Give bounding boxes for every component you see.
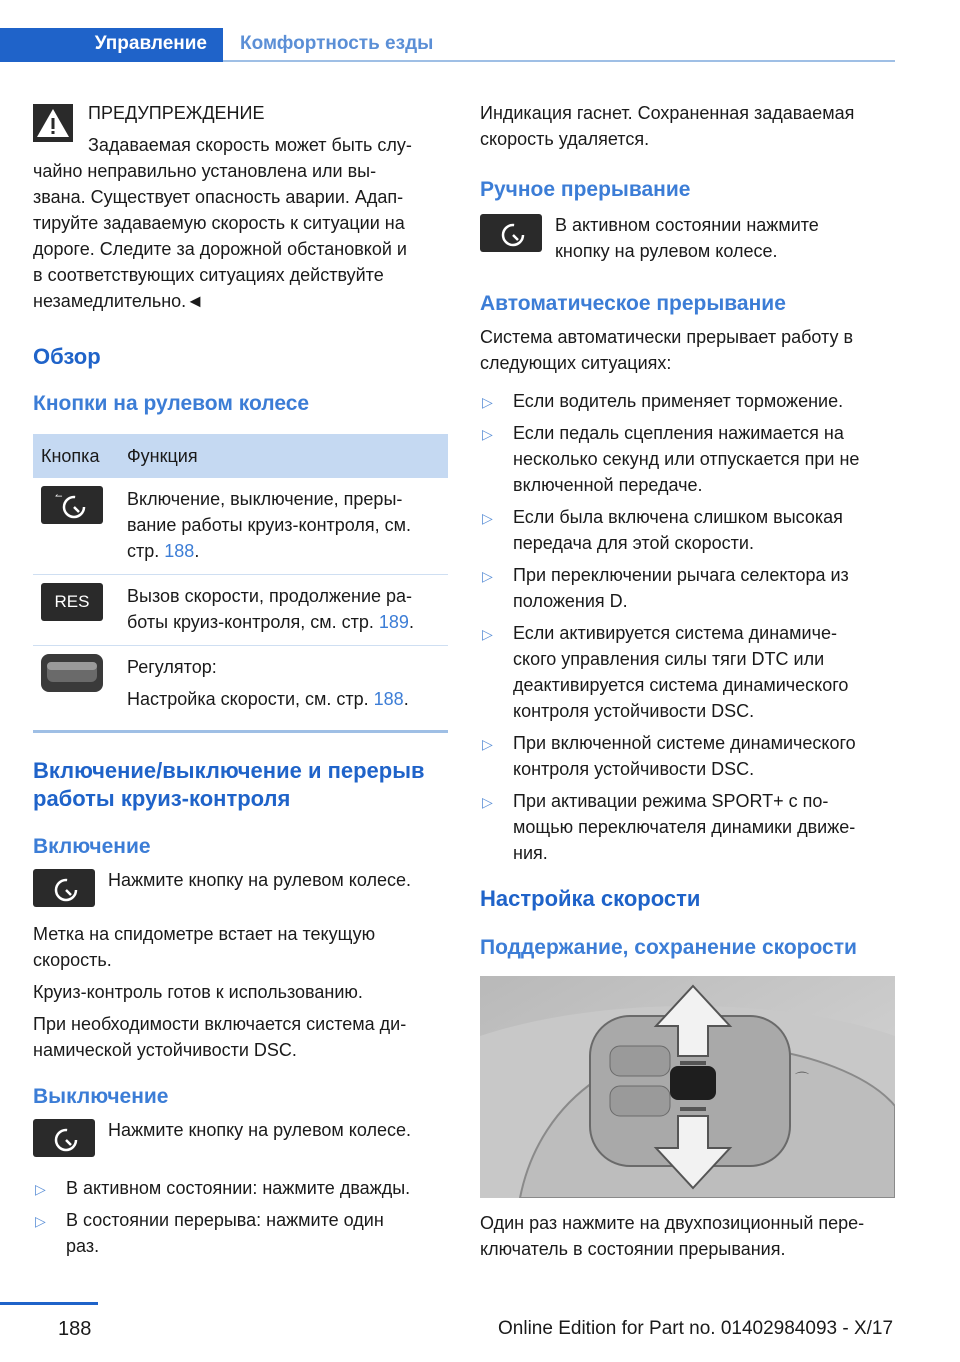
footer-rule [0, 1302, 98, 1305]
p1-text-a: Индикация гаснет. Сохраненная задаваемая [480, 103, 855, 123]
heading-keep-speed: Поддержание, сохранение скорости [480, 936, 857, 959]
dsc-text-1: При необходимости включается система ди‐ [33, 1014, 407, 1034]
row1-text-a: Включение, выключение, преры‐ [127, 489, 403, 509]
table-header-button: Кнопка [33, 434, 119, 478]
switch-on-text: Нажмите кнопку на рулевом колесе. [108, 870, 412, 890]
res-button-icon [41, 583, 103, 621]
bullet-triangle-icon: ▷ [482, 510, 493, 526]
row3-text-a: Регулятор: [127, 657, 217, 677]
list-item: ▷ Если была включена слишком высокая передача для этой скорости. [482, 507, 843, 553]
warning-text-2: чайно неправильно установлена или вы‐ [33, 161, 377, 181]
switch-off-text: Нажмите кнопку на рулевом колесе. [108, 1120, 412, 1140]
heading-switch-off: Выключение [33, 1085, 169, 1108]
warning-text-3: звана. Существует опасность аварии. Адап‐ [33, 187, 404, 207]
list-item: ▷ При активации режима SPORT+ с по‐ мощью переключателя динамики движе‐ ния. [482, 791, 856, 863]
table-row: Регулятор: Настройка скорости, см. стр. 188. [33, 646, 448, 723]
row2-text-b: боты круиз-контроля, см. стр. [127, 612, 379, 632]
switch-off-row [33, 1117, 448, 1163]
res-label: RES [54, 592, 90, 611]
manual-text-b: кнопку на рулевом колесе. [555, 241, 778, 261]
p1-text-b: скорость удаляется. [480, 129, 650, 149]
rocker-switch-icon [41, 654, 103, 692]
cruise-button-icon [33, 869, 95, 907]
warning-text-1: Задаваемая скорость может быть слу‐ [88, 135, 412, 155]
warning-text-4: тируйте задаваемую скорость к ситуации на [33, 213, 405, 233]
ready-text: Круиз-контроль готов к использованию. [33, 982, 363, 1002]
heading-auto-interrupt: Автоматическое прерывание [480, 292, 786, 315]
cruise-onoff-button-icon [41, 486, 103, 524]
header-tab-active[interactable] [0, 28, 223, 62]
bullet-triangle-icon: ▷ [35, 1213, 46, 1229]
list-item-text: В активном состоянии: нажмите дважды. [66, 1178, 411, 1198]
edition-note: Online Edition for Part no. 01402984093 - X/17 [498, 1318, 894, 1339]
bullet-triangle-icon: ▷ [482, 568, 493, 584]
warning-text-7: незамедлительно.◄ [33, 291, 204, 311]
page-header [0, 28, 895, 62]
warning-text-5: дороге. Следите за дорожной обстановкой и [33, 239, 407, 259]
steering-wheel-photo [480, 976, 895, 1198]
caption-text-a: Один раз нажмите на двухпозиционный пере‐ [480, 1213, 865, 1233]
switch-off-list [33, 1175, 448, 1259]
list-item [33, 1175, 448, 1201]
header-tab-secondary[interactable]: Комфортность езды [240, 33, 434, 54]
row2-text-a: Вызов скорости, продолжение ра‐ [127, 586, 413, 606]
heading-steering-buttons: Кнопки на рулевом колесе [33, 392, 310, 415]
page-link-189[interactable]: 189 [378, 612, 409, 632]
warning-title: ПРЕДУПРЕЖДЕНИЕ [88, 103, 265, 123]
bullet-triangle-icon: ▷ [482, 736, 493, 752]
heading-switch-on: Включение [33, 835, 151, 858]
heading-onoff-2: работы круиз-контроля [33, 786, 291, 811]
mark-text-1: Метка на спидометре встает на текущую [33, 924, 376, 944]
warning-block [33, 100, 448, 158]
bullet-triangle-icon: ▷ [482, 626, 493, 642]
heading-overview: Обзор [33, 344, 101, 369]
table-header-function: Функция [119, 434, 448, 478]
left-column [33, 100, 448, 1265]
row1-text-c: стр. [127, 541, 165, 561]
header-divider [223, 60, 895, 62]
list-item: ▷ При включенной системе динамического контроля устойчивости DSC. [482, 733, 856, 779]
manual-interrupt-row [480, 212, 895, 264]
svg-text:⌒: ⌒ [795, 1072, 809, 1088]
table-row: ↼ Включение, выключение, преры‐ вание работы круиз-контроля, см. стр. 188. [33, 478, 448, 575]
table-header-row [33, 434, 448, 478]
right-column [480, 100, 895, 1262]
cruise-button-icon [480, 214, 542, 252]
page-link-188[interactable]: 188 [164, 541, 195, 561]
table-bottom-rule [33, 730, 448, 733]
auto-text-a: Система автоматически прерывает работу в [480, 327, 854, 347]
buttons-table [33, 434, 448, 722]
list-item [480, 388, 895, 414]
dsc-text-2: намической устойчивости DSC. [33, 1040, 297, 1060]
warning-icon [33, 104, 73, 142]
auto-text-b: следующих ситуациях: [480, 353, 672, 373]
list-item-text: Если водитель применяет торможение. [513, 391, 844, 411]
list-item: ▷ Если активируется система динамиче‐ ского управления силы тяги DTC или деактивируется система динамического контроля устойчивости DSC. [482, 623, 849, 721]
heading-manual-interrupt: Ручное прерывание [480, 178, 691, 201]
auto-interrupt-list [480, 388, 895, 866]
list-item-text: раз. [66, 1236, 100, 1256]
table-row: RES Вызов скорости, продолжение ра‐ боты круиз-контроля, см. стр. 189. [33, 575, 448, 646]
caption-text-b: ключатель в состоянии прерывания. [480, 1239, 786, 1259]
heading-onoff-1: Включение/выключение и перерыв [33, 758, 425, 783]
cruise-button-icon [33, 1119, 95, 1157]
warning-text-6: в соответствующих ситуациях действуйте [33, 265, 384, 285]
bullet-triangle-icon: ▷ [482, 426, 493, 442]
page-number: 188 [58, 1318, 92, 1340]
svg-text:↼: ↼ [55, 492, 63, 502]
list-item: ▷ При переключении рычага селектора из положения D. [482, 565, 849, 611]
header-tab-active-label: Управление [94, 33, 207, 54]
manual-text-a: В активном состоянии нажмите [555, 215, 819, 235]
bullet-triangle-icon: ▷ [482, 794, 493, 810]
list-item: ▷ Если педаль сцепления нажимается на несколько секунд или отпускается при не включенной передаче. [482, 423, 860, 495]
row3-text-b: Настройка скорости, см. стр. [127, 689, 374, 709]
bullet-triangle-icon: ▷ [482, 394, 493, 410]
page-link-188b[interactable]: 188 [373, 689, 404, 709]
list-item-text: В состоянии перерыва: нажмите один [66, 1210, 384, 1230]
bullet-triangle-icon: ▷ [35, 1181, 46, 1197]
switch-on-row [33, 867, 448, 913]
row1-text-b: вание работы круиз-контроля, см. [127, 515, 412, 535]
mark-text-2: скорость. [33, 950, 112, 970]
list-item [33, 1207, 448, 1259]
heading-speed-setting: Настройка скорости [480, 886, 701, 911]
